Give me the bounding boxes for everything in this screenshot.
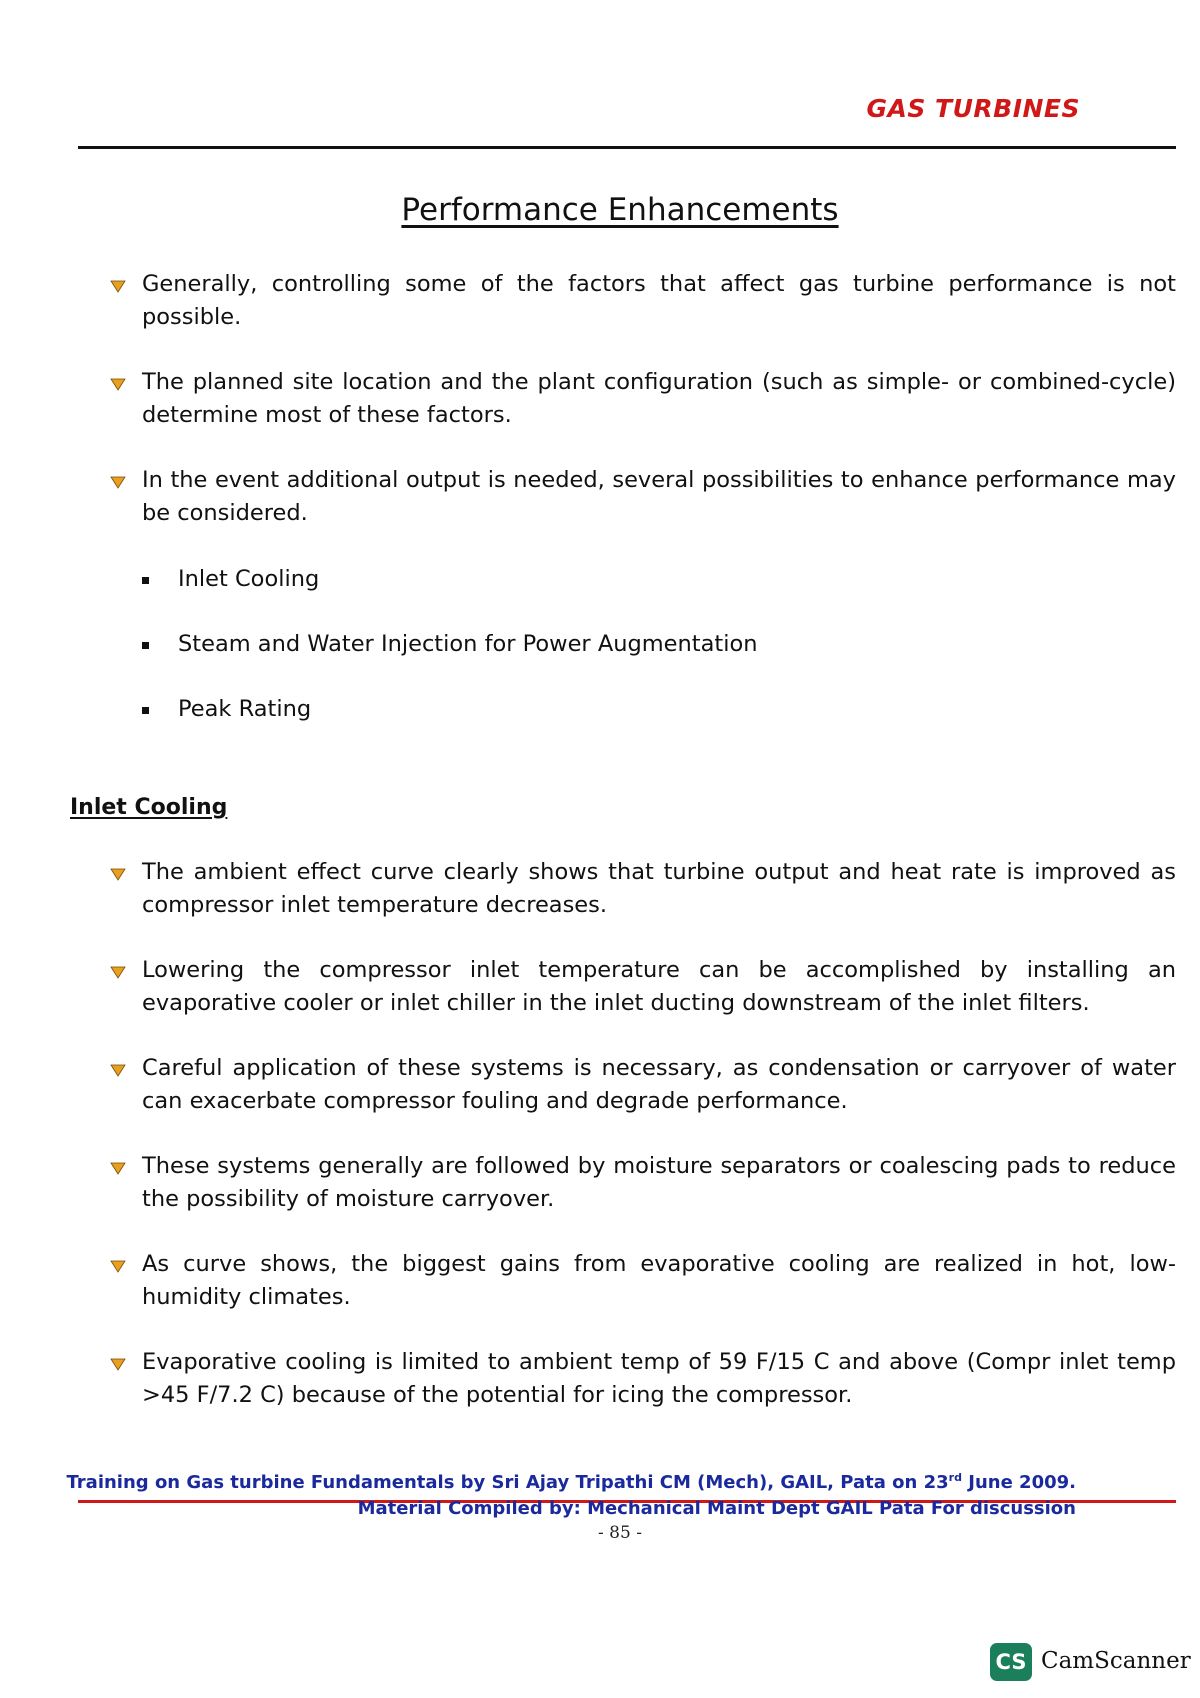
- page-title: Performance Enhancements: [401, 192, 839, 228]
- bullet-item: [110, 366, 1176, 432]
- header-title: GAS TURBINES: [866, 94, 1080, 123]
- bullet-text: As curve shows, the biggest gains from evaporative cooling are realized in hot, low-humidity climates.: [142, 1251, 1176, 1310]
- footer-compiled-line: Material Compiled by: Mechanical Maint Dept GAIL Pata For discussion: [357, 1498, 1076, 1519]
- sub-list-item: [142, 628, 758, 661]
- square-bullet-icon: [142, 577, 149, 584]
- square-bullet-icon: [142, 707, 149, 714]
- arrow-bullet-icon: [110, 1258, 126, 1274]
- arrow-bullet-icon: [110, 1356, 126, 1372]
- bullet-item: [110, 954, 1176, 1020]
- bullet-text: Evaporative cooling is limited to ambient temp of 59 F/15 C and above (Compr inlet temp >45 F/7.2 C) because of the potential for icing the compressor.: [142, 1349, 1176, 1408]
- footer-credit-text: Training on Gas turbine Fundamentals by Sri Ajay Tripathi CM (Mech), GAIL, Pata on 23: [66, 1472, 949, 1493]
- arrow-bullet-icon: [110, 1062, 126, 1078]
- square-bullet-icon: [142, 642, 149, 649]
- header-divider: [78, 146, 1176, 149]
- bullet-item: [110, 1052, 1176, 1118]
- camscanner-logo: CS: [990, 1643, 1032, 1681]
- bullet-item: [110, 268, 1176, 334]
- bullet-text: The planned site location and the plant configuration (such as simple- or combined-cycle) determine most of these factors.: [142, 369, 1176, 428]
- arrow-bullet-icon: [110, 278, 126, 294]
- arrow-bullet-icon: [110, 474, 126, 490]
- footer-credit-superscript: rd: [948, 1471, 962, 1484]
- arrow-bullet-icon: [110, 866, 126, 882]
- bullet-text: The ambient effect curve clearly shows that turbine output and heat rate is improved as compressor inlet temperature decreases.: [142, 859, 1176, 918]
- arrow-bullet-icon: [110, 376, 126, 392]
- section-heading: Inlet Cooling: [70, 795, 228, 820]
- bullet-item: [110, 1150, 1176, 1216]
- sub-item-text: Steam and Water Injection for Power Augmentation: [178, 631, 758, 657]
- bullet-text: Careful application of these systems is necessary, as condensation or carryover of water can exacerbate compressor fouling and degrade performance.: [142, 1055, 1176, 1114]
- footer-credit-line: [67, 1471, 1077, 1493]
- sub-list-item: [142, 563, 319, 596]
- arrow-bullet-icon: [110, 964, 126, 980]
- bullet-item: [110, 1248, 1176, 1314]
- camscanner-brand: CamScanner: [1041, 1648, 1191, 1674]
- bullet-text: These systems generally are followed by moisture separators or coalescing pads to reduce the possibility of moisture carryover.: [142, 1153, 1176, 1212]
- bullet-item: [110, 464, 1176, 530]
- bullet-item: [110, 856, 1176, 922]
- arrow-bullet-icon: [110, 1160, 126, 1176]
- bullet-text: In the event additional output is needed, several possibilities to enhance performance may be considered.: [142, 467, 1176, 526]
- footer-credit-date: June 2009.: [961, 1472, 1076, 1493]
- sub-item-text: Inlet Cooling: [178, 566, 320, 592]
- bullet-text: Generally, controlling some of the factors that affect gas turbine performance is not possible.: [142, 271, 1176, 330]
- bullet-item: [110, 1346, 1176, 1412]
- sub-list-item: [142, 693, 311, 726]
- sub-item-text: Peak Rating: [178, 696, 312, 722]
- bullet-text: Lowering the compressor inlet temperature can be accomplished by installing an evaporative cooler or inlet chiller in the inlet ducting downstream of the inlet filters.: [142, 957, 1176, 1016]
- page-number: - 85 -: [598, 1523, 642, 1543]
